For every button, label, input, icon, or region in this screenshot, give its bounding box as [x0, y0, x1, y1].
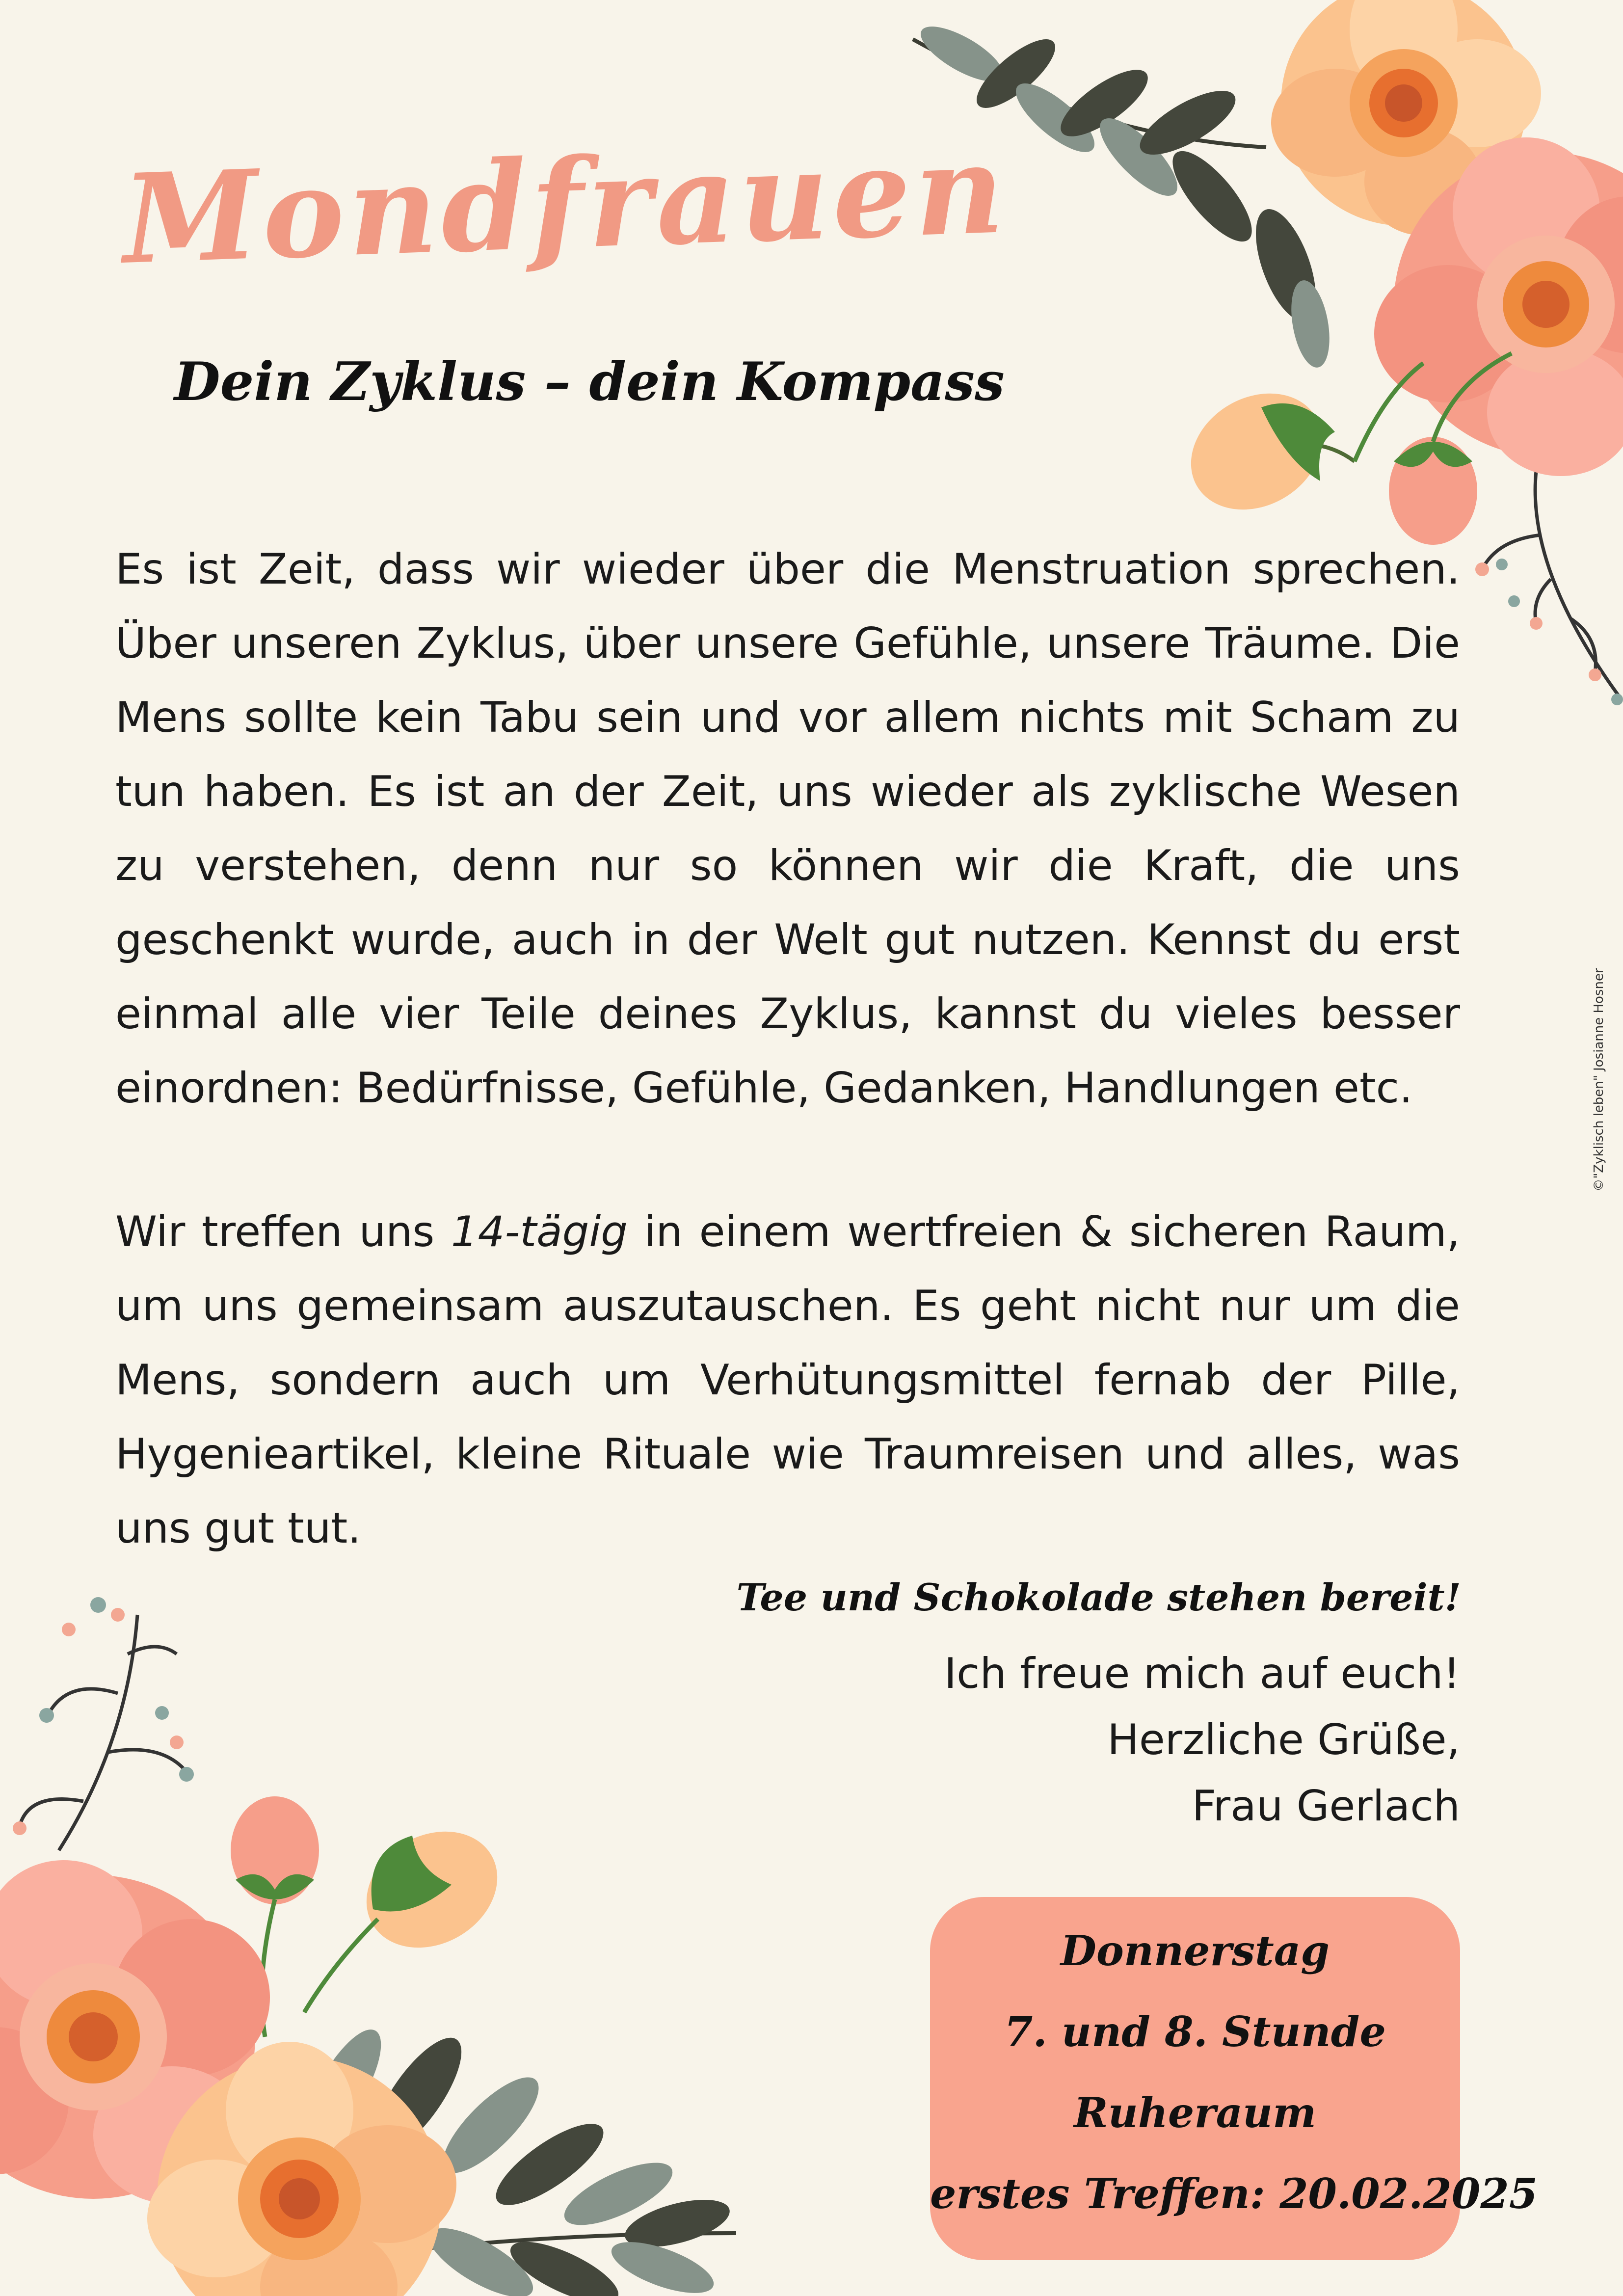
meeting-paragraph-start: Wir treffen uns	[115, 1207, 451, 1256]
frequency-emphasis: 14-tägig	[451, 1207, 628, 1256]
signature-name: Frau Gerlach	[1192, 1782, 1460, 1831]
meeting-info-box	[930, 1897, 1538, 2260]
page-title: Mondfrauen	[120, 116, 1010, 292]
copyright-notice: ©"Zyklisch leben" Josianne Hosner	[1592, 968, 1606, 1192]
bud-peach-right	[1170, 363, 1423, 533]
first-meeting-date: erstes Treffen: 20.02.2025	[930, 2169, 1538, 2218]
floral-decoration-bottom-left-icon	[0, 1595, 810, 2296]
stem-branch-right	[1482, 471, 1620, 697]
intro-paragraph: Es ist Zeit, dass wir wieder über die Menstruation sprechen. Über unseren Zyklus, über unsere Gefühle, unsere Träume. Die Mens sollte kein Tabu sein und vor allem nichts mit Scham zu tun haben. Es ist an der Zeit, uns wieder als zyklische Wesen zu verstehen, denn nur so können wir die Kraft, die uns geschenkt wurde, auch in der Welt gut nutzen. Kennst du erst einmal alle vier Teile deines Zyklus, kannst du vieles besser einordnen: Bedürfnisse, Gefühle, Gedanken, Handlungen etc.	[115, 545, 1460, 1113]
meeting-paragraph-end: in einem wertfreien & sicheren Raum, um uns gemeinsam auszutauschen. Es geht nicht nur um die Mens, sondern auch um Verhütungsmittel fernab der Pille, Hygenieartikel, kleine Rituale wie Traumreisen und alles, was uns gut tut.	[115, 1207, 1460, 1553]
meeting-paragraph	[115, 1195, 1460, 1566]
bud-peach-left	[304, 1809, 518, 2012]
berry-buds-left	[13, 1597, 194, 1835]
meeting-room: Ruheraum	[1073, 2088, 1317, 2137]
meeting-day: Donnerstag	[1061, 1926, 1330, 1975]
page-subtitle: Dein Zyklus – dein Kompass	[174, 351, 1005, 413]
greeting-line: Herzliche Grüße,	[1107, 1715, 1460, 1764]
stem-branch-left	[20, 1615, 186, 1850]
meeting-time: 7. und 8. Stunde	[1004, 2007, 1386, 2056]
tea-note: Tee und Schokolade stehen bereit!	[736, 1575, 1461, 1619]
closing-line: Ich freue mich auf euch!	[944, 1649, 1460, 1698]
